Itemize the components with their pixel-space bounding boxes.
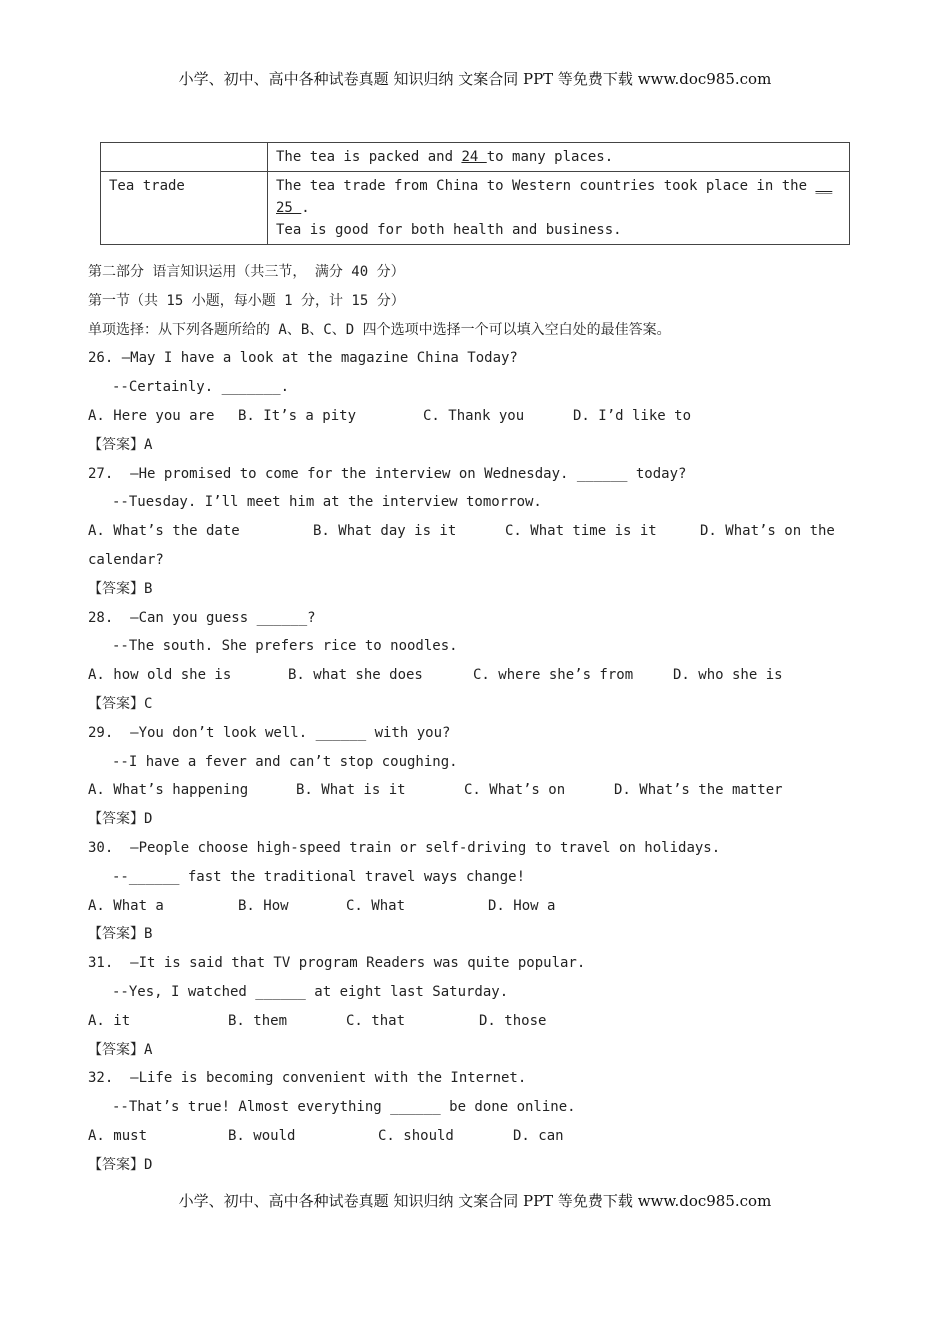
option-a: A. it [88,1012,131,1029]
option-b: B. them [228,1012,288,1029]
question-response: --The south. She prefers rice to noodles. [112,638,458,655]
answer-key: 【答案】C [88,695,153,712]
options-row [88,776,858,805]
option-a: A. how old she is [88,667,232,684]
options-row [88,892,858,921]
cell-text: The tea is packed and [276,149,462,165]
question-stem: 32. –Life is becoming convenient with the Internet. [88,1070,527,1087]
footer-banner: 小学、初中、高中各种试卷真题 知识归纳 文案合同 PPT 等免费下载 www.doc985.com [178,1192,772,1210]
part-title: 第二部分 语言知识运用（共三节， 满分 40 分） [88,264,405,280]
answer-key: 【答案】D [88,1156,153,1173]
answer-key: 【答案】B [88,580,153,597]
options-row [88,1122,858,1151]
option-d: D. What’s on the [700,523,835,540]
option-b: B. would [228,1127,296,1144]
question-list [88,344,858,1179]
table-cell-label [101,143,268,172]
option-d: D. those [479,1012,547,1029]
question-stem: 26. –May I have a look at the magazine China Today? [88,350,518,367]
option-wrap: calendar? [88,551,164,568]
exam-content [88,258,858,1180]
cell-text: . [301,200,310,216]
question-response: --That’s true! Almost everything ______ be done online. [112,1099,576,1116]
option-b: B. It’s a pity [238,407,357,424]
question-stem: 29. –You don’t look well. ______ with you? [88,724,451,741]
question-response: --Yes, I watched ______ at eight last Saturday. [112,983,509,1000]
option-d: D. can [513,1127,564,1144]
question-stem: 28. –Can you guess ______? [88,609,316,626]
options-row [88,661,858,690]
header-banner: 小学、初中、高中各种试卷真题 知识归纳 文案合同 PPT 等免费下载 www.doc985.com [178,70,772,88]
question-response: --Tuesday. I’ll meet him at the interview tomorrow. [112,494,542,511]
option-a: A. Here you are [88,407,215,424]
options-row [88,402,858,431]
option-b: B. What day is it [313,523,457,540]
option-c: C. What’s on [464,782,566,799]
table-cell-content [268,172,850,245]
option-d: D. who she is [673,667,783,684]
question-response: --Certainly. _______. [112,379,290,396]
option-b: B. What is it [296,782,406,799]
option-a: A. What a [88,897,164,914]
blank-25: 25 [276,200,302,216]
option-b: B. How [238,897,289,914]
section-title: 第一节（共 15 小题，每小题 1 分，计 15 分） [88,292,405,309]
option-c: C. What [346,897,406,914]
cell-text: Tea is good for both health and business. [276,222,622,238]
option-a: A. What’s happening [88,782,249,799]
option-a: A. What’s the date [88,523,240,540]
option-a: A. must [88,1127,148,1144]
answer-key: 【答案】A [88,436,153,453]
question-stem: 31. –It is said that TV program Readers was quite popular. [88,955,586,972]
question-stem: 27. –He promised to come for the interview on Wednesday. ______ today? [88,465,687,482]
option-c: C. where she’s from [473,667,634,684]
table-row [101,172,850,245]
blank-25-start: __ [815,178,833,194]
options-row [88,1007,858,1036]
blank-24: 24 [461,149,487,165]
options-row [88,517,858,546]
option-c: C. should [378,1127,454,1144]
table-cell-content [268,143,850,172]
option-b: B. what she does [288,667,423,684]
table-cell-label: Tea trade [101,172,268,245]
option-c: C. Thank you [423,407,525,424]
instructions: 单项选择：从下列各题所给的 A、B、C、D 四个选项中选择一个可以填入空白处的最佳答案。 [88,321,671,338]
tea-table [100,142,850,245]
option-d: D. What’s the matter [614,782,783,799]
question-stem: 30. –People choose high-speed train or self-driving to travel on holidays. [88,839,721,856]
option-d: D. I’d like to [573,407,692,424]
question-response: --______ fast the traditional travel ways change! [112,868,526,885]
answer-key: 【答案】A [88,1041,153,1058]
question-response: --I have a fever and can’t stop coughing. [112,753,458,770]
answer-key: 【答案】D [88,811,153,828]
option-c: C. that [346,1012,406,1029]
cell-text: The tea trade from China to Western countries took place in the [276,178,816,194]
option-c: C. What time is it [505,523,657,540]
cell-text: to many places. [486,149,614,165]
table-row [101,143,850,172]
option-d: D. How a [488,897,556,914]
answer-key: 【答案】B [88,926,153,943]
